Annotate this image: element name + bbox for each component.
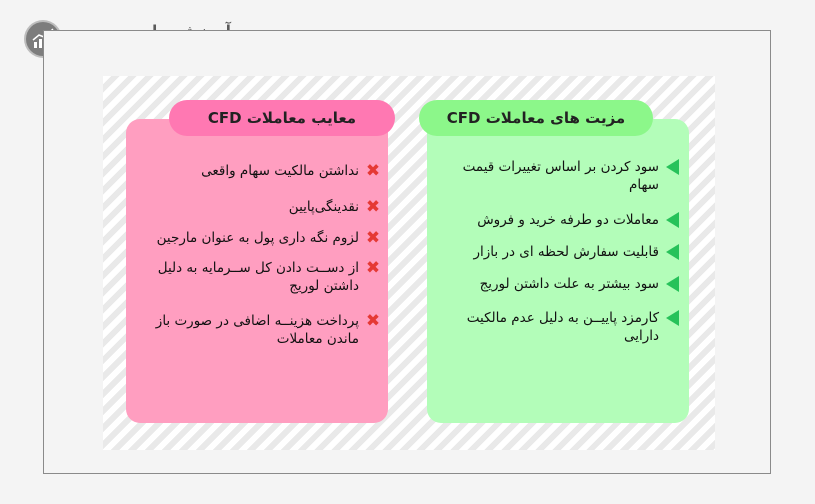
triangle-bullet-icon (665, 212, 681, 228)
cons-item-text: از دســت دادن کل ســرمایه به دلیل داشتن لوریج (157, 260, 359, 294)
pros-item-text: معاملات دو طرفه خرید و فروش (477, 212, 659, 228)
pros-item-text: سود کردن بر اساس تغییرات قیمت سهام (462, 159, 659, 193)
triangle-bullet-icon (665, 159, 681, 175)
triangle-bullet-icon (665, 276, 681, 292)
cons-item-text: لزوم نگه داری پول به عنوان مارجین (156, 230, 359, 246)
cons-item (135, 259, 383, 295)
cons-item (135, 162, 383, 180)
cross-icon: ✖ (365, 228, 381, 248)
pros-item-text: قابلیت سفارش لحظه ای در بازار (473, 244, 659, 260)
pros-item (436, 275, 683, 293)
cons-item (135, 312, 383, 348)
cons-item-text: نقدینگی‌پایین (288, 199, 359, 215)
cons-item (135, 229, 383, 247)
pros-item (436, 309, 683, 345)
pros-list (436, 158, 683, 345)
pros-title: مزیت های معاملات CFD (419, 100, 653, 136)
cross-icon: ✖ (365, 311, 381, 331)
cross-icon: ✖ (365, 161, 381, 181)
cons-item-text: پرداخت هزینــه اضافی در صورت باز ماندن معاملات (155, 313, 359, 347)
pros-item (436, 243, 683, 261)
cross-icon: ✖ (365, 197, 381, 217)
pros-item (436, 211, 683, 229)
cons-list (135, 162, 383, 348)
cons-item (135, 198, 383, 216)
pros-item-text: سود بیشتر به علت داشتن لوریج (479, 276, 659, 292)
triangle-bullet-icon (665, 310, 681, 326)
cons-item-text: نداشتن مالکیت سهام واقعی (201, 163, 359, 179)
pros-item-text: کارمزد پاییــن به دلیل عدم مالکیت دارایی (466, 310, 659, 344)
cons-title: معایب معاملات CFD (169, 100, 395, 136)
cross-icon: ✖ (365, 258, 381, 278)
triangle-bullet-icon (665, 244, 681, 260)
pros-item (436, 158, 683, 194)
